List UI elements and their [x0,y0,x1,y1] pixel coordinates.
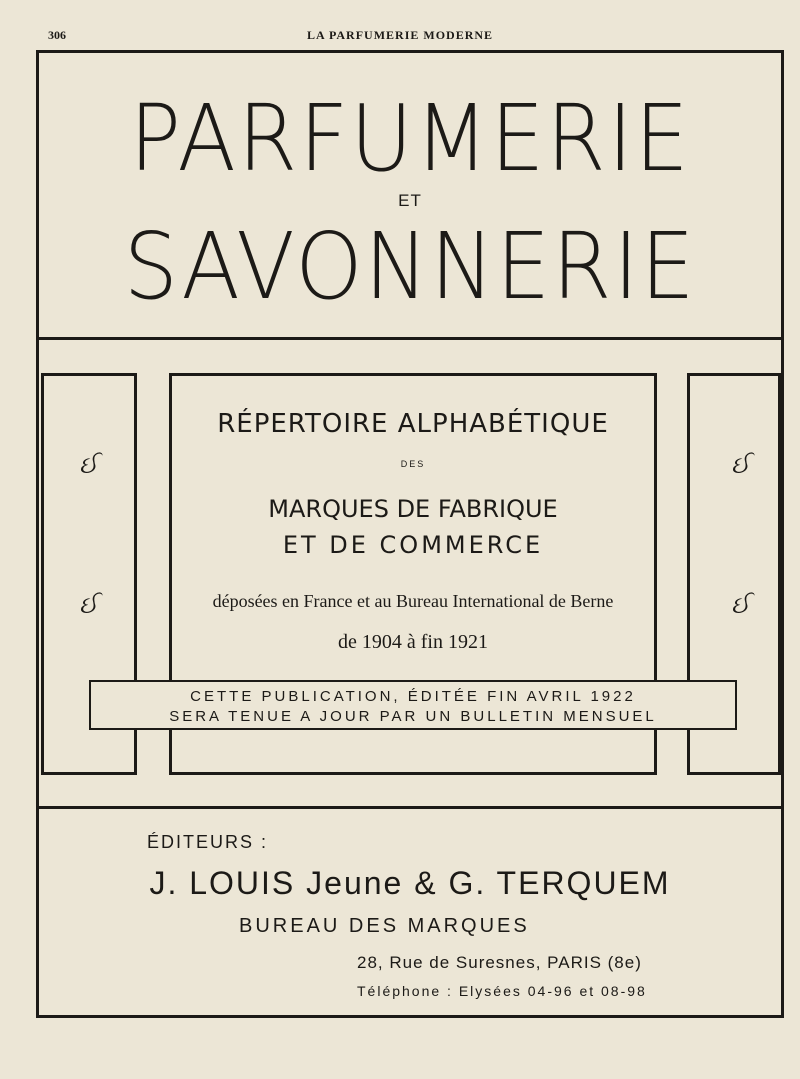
notice-line2: SERA TENUE A JOUR PAR UN BULLETIN MENSUEL [169,708,657,725]
fleuron-ornament-icon: ઈ [731,451,750,479]
repertoire-des: DES [400,459,426,469]
divider-rule-bottom [39,806,781,809]
fleuron-ornament-icon: ઈ [79,451,98,479]
publishers-telephone: Téléphone : Elysées 04-96 et 08-98 [357,983,647,999]
publishers-bureau: BUREAU DES MARQUES [239,915,530,937]
fleuron-ornament-icon: ઈ [731,591,750,619]
repertoire-title: RÉPERTOIRE ALPHABÉTIQUE [217,409,609,439]
publishers-address: 28, Rue de Suresnes, PARIS (8e) [357,953,642,972]
publishers-names: J. LOUIS Jeune & G. TERQUEM [149,865,671,901]
fleuron-ornament-icon: ઈ [79,591,98,619]
repertoire-deposees: déposées en France et au Bureau International de Berne [212,591,614,611]
page-number: 306 [48,28,66,42]
advertisement-frame [36,50,784,1018]
title-block [39,53,781,339]
notice-line1: CETTE PUBLICATION, ÉDITÉE FIN AVRIL 1922 [190,688,636,705]
repertoire-dates: de 1904 à fin 1921 [338,631,488,653]
title-parfumerie: PARFUMERIE [129,85,691,192]
title-et: ET [398,191,422,210]
title-savonnerie: SAVONNERIE [123,213,697,320]
repertoire-line1: MARQUES DE FABRIQUE [268,495,558,523]
divider-rule-top [39,337,781,340]
publishers-label: ÉDITEURS : [147,832,269,852]
notice-box [89,680,737,730]
journal-title: LA PARFUMERIE MODERNE [306,28,494,42]
repertoire-line2: ET DE COMMERCE [282,531,544,559]
page-header [0,28,800,46]
